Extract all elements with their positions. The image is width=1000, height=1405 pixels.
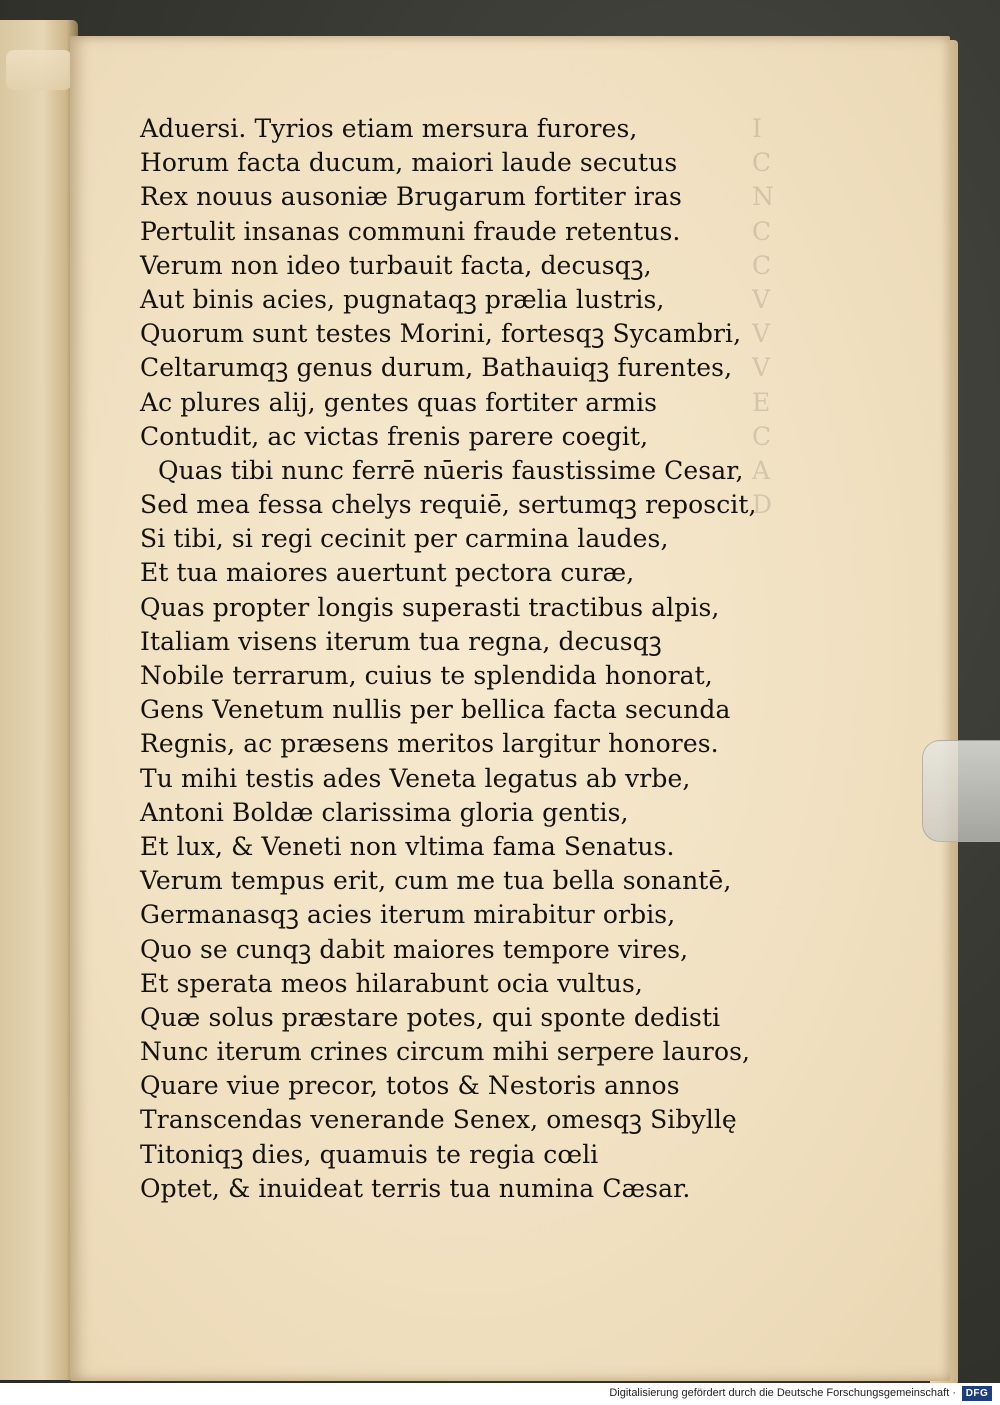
- verse-line: Nobile terrarum, cuius te splendida honorat,: [140, 661, 713, 690]
- dfg-logo: DFG: [962, 1386, 992, 1401]
- verse-line: Quorum sunt testes Morini, fortesqꝫ Sycambri,: [140, 319, 742, 349]
- verse-line: Tu mihi testis ades Veneta legatus ab vrbe,: [140, 763, 691, 793]
- verse-line: Et sperata meos hilarabunt ocia vultus,: [140, 968, 643, 998]
- verse-line: Quare viue precor, totos & Nestoris annos: [140, 1071, 680, 1101]
- verse-line: Italiam visens iterum tua regna, decusqꝫ: [140, 626, 662, 656]
- verse-line: Si tibi, si regi cecinit per carmina laudes,: [140, 524, 669, 554]
- verse-line: Aduersi. Tyrios etiam mersura furores,: [140, 114, 638, 143]
- verse-line: Quas propter longis superasti tractibus alpis,: [140, 592, 720, 622]
- verse-line: Nunc iterum crines circum mihi serpere lauros,: [140, 1037, 751, 1067]
- verse-line: Aut binis acies, pugnataqꝫ prælia lustris,: [140, 284, 665, 314]
- verse-line: Verum tempus erit, cum me tua bella sonantē,: [140, 866, 732, 896]
- verse-line: Titoniqꝫ dies, quamuis te regia cœli: [140, 1139, 599, 1169]
- verse-line: Sed mea fessa chelys requiē, sertumqꝫ reposcit,: [140, 490, 757, 520]
- verse-line: Verum non ideo turbauit facta, decusqꝫ,: [140, 250, 652, 280]
- verse-line: Contudit, ac victas frenis parere coegit,: [140, 421, 649, 451]
- verse-line: Et lux, & Veneti non vltima fama Senatus.: [140, 831, 675, 861]
- verse-line: Regnis, ac præsens meritos largitur honores.: [140, 729, 719, 759]
- verse-line: Optet, & inuideat terris tua numina Cæsar.: [140, 1173, 691, 1203]
- facing-page-edge: [0, 20, 78, 1380]
- show-through-text: I C N C C V V V E C A D: [752, 114, 774, 520]
- verse-line: Celtarumqꝫ genus durum, Bathauiqꝫ furentes,: [140, 353, 733, 383]
- footer-bar: [0, 1383, 1000, 1405]
- verse-line: Et tua maiores auertunt pectora curæ,: [140, 558, 635, 588]
- funding-credit: Digitalisierung gefördert durch die Deutsche Forschungsgemeinschaft ·: [609, 1387, 956, 1399]
- verse-line: Antoni Boldæ clarissima gloria gentis,: [140, 797, 629, 827]
- verse-line: Rex nouus ausoniæ Brugarum fortiter iras: [140, 182, 682, 212]
- verse-line: Pertulit insanas communi fraude retentus.: [140, 216, 681, 246]
- verse-line: Germanasqꝫ acies iterum mirabitur orbis,: [140, 900, 676, 930]
- verse-block: [140, 112, 940, 1206]
- verse-line: Quæ solus præstare potes, qui sponte dedisti: [140, 1002, 721, 1032]
- facing-page-corner: [6, 50, 72, 90]
- verse-line: Quas tibi nunc ferrē nūeris faustissime Cesar,: [158, 455, 744, 485]
- verse-line: Horum facta ducum, maiori laude secutus: [140, 148, 678, 178]
- verse-line: Gens Venetum nullis per bellica facta secunda: [140, 695, 731, 725]
- verse-line: Quo se cunqꝫ dabit maiores tempore vires,: [140, 934, 689, 964]
- verse-line: Ac plures alij, gentes quas fortiter armis: [140, 387, 658, 417]
- page-clip: [922, 740, 1000, 842]
- verse-line: Transcendas venerande Senex, omesqꝫ Sibyllę: [140, 1105, 737, 1135]
